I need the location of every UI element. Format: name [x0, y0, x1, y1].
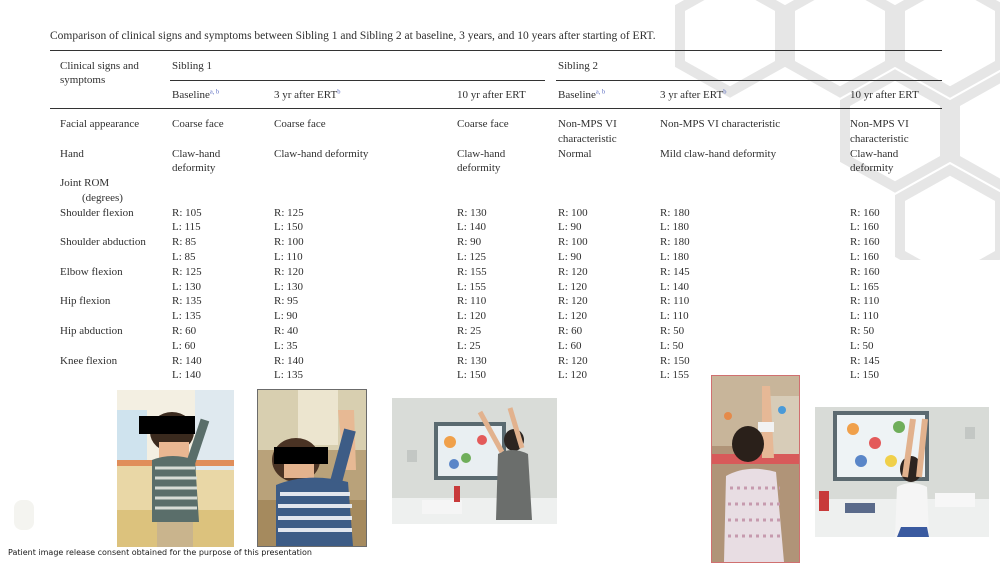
- table-cell: Non-MPS VI: [558, 118, 617, 130]
- table-cell: R: 60: [172, 324, 197, 337]
- table-cell: R: 110: [850, 295, 880, 308]
- table-cell: L: 115: [172, 221, 201, 234]
- column-header: [457, 88, 526, 103]
- table-cell: L: 85: [172, 250, 196, 263]
- header-sibling1: Sibling 1: [172, 60, 213, 72]
- table-cell: L: 135: [274, 369, 304, 382]
- table-cell: L: 120: [558, 369, 588, 382]
- table-cell: R: 130: [457, 206, 487, 219]
- header-bottom-rule: [50, 108, 942, 109]
- table-cell: R: 100: [558, 236, 588, 249]
- table-cell: L: 60: [172, 339, 196, 352]
- table-cell: L: 150: [850, 369, 880, 382]
- table-cell: R: 105: [172, 206, 202, 219]
- table-cell: L: 155: [457, 280, 487, 293]
- header-sibling2: Sibling 2: [558, 60, 599, 72]
- table-cell: characteristic: [558, 132, 617, 145]
- column-header-label: 10 yr after ERT: [850, 89, 919, 101]
- table-cell: Mild claw-hand deformity: [660, 147, 777, 160]
- table-cell: R: 160: [850, 206, 880, 219]
- table-cell: L: 165: [850, 280, 880, 293]
- table-cell: L: 25: [457, 339, 481, 352]
- table-cell: R: 135: [172, 295, 202, 308]
- table-cell: R: 95: [274, 295, 299, 308]
- column-header: [274, 88, 340, 103]
- consent-note: Patient image release consent obtained for the purpose of this presentation: [8, 548, 312, 557]
- patient-photo-sibling1-b: [258, 390, 366, 546]
- table-cell: Coarse face: [274, 118, 326, 130]
- table-cell: deformity: [457, 162, 501, 175]
- table-cell: L: 150: [457, 369, 487, 382]
- table-cell: L: 90: [274, 310, 298, 323]
- patient-photo-sibling2-b: [815, 407, 989, 537]
- row-label-joint-rom: Joint ROM: [60, 177, 110, 189]
- table-cell: L: 160: [850, 250, 880, 263]
- table-cell: Claw-hand: [850, 147, 899, 160]
- table-cell: R: 150: [660, 354, 690, 367]
- table-cell: R: 90: [457, 236, 482, 249]
- table-cell: L: 35: [274, 339, 298, 352]
- table-cell: L: 50: [660, 339, 684, 352]
- image-artifact: [14, 500, 34, 530]
- table-cell: Coarse face: [457, 118, 509, 130]
- header-signs-label-2: symptoms: [60, 74, 106, 86]
- table-cell: L: 140: [172, 369, 202, 382]
- table-cell: R: 125: [172, 265, 202, 278]
- table-cell: Claw-hand: [172, 147, 221, 160]
- table-cell: L: 150: [274, 221, 304, 234]
- footnote-marker: a, b: [209, 88, 220, 96]
- table-cell: R: 85: [172, 236, 197, 249]
- column-header: [172, 88, 219, 103]
- row-label-joint-rom-unit: (degrees): [82, 191, 123, 204]
- row-label-joint: Hip abduction: [60, 324, 123, 337]
- table-cell: L: 50: [850, 339, 874, 352]
- footnote-marker: a, b: [595, 88, 606, 96]
- table-cell: R: 40: [274, 324, 299, 337]
- row-label-joint: Hip flexion: [60, 295, 111, 308]
- table-cell: L: 155: [660, 369, 690, 382]
- table-cell: L: 160: [850, 221, 880, 234]
- table-cell: L: 125: [457, 250, 487, 263]
- table-cell: R: 145: [850, 354, 880, 367]
- table-cell: L: 110: [660, 310, 689, 323]
- table-cell: R: 120: [558, 354, 588, 367]
- table-cell: characteristic: [850, 132, 909, 145]
- row-label-joint: Elbow flexion: [60, 265, 123, 278]
- table-cell: L: 90: [558, 250, 582, 263]
- table-cell: R: 120: [558, 265, 588, 278]
- table-cell: deformity: [850, 162, 894, 175]
- table-cell: Non-MPS VI characteristic: [660, 118, 781, 130]
- sibling1-header-rule: [170, 80, 545, 81]
- row-label-hand: Hand: [60, 147, 84, 160]
- face-redaction-bar: [274, 447, 328, 464]
- table-cell: R: 120: [558, 295, 588, 308]
- patient-photo-sibling1-a: [117, 390, 234, 547]
- patient-photo-sibling2-a: [712, 376, 799, 562]
- row-label-joint: Shoulder abduction: [60, 236, 146, 249]
- table-cell: R: 25: [457, 324, 482, 337]
- table-cell: Non-MPS VI: [850, 118, 909, 130]
- sibling2-header-rule: [556, 80, 942, 81]
- patient-photo-sibling1-c: [392, 398, 557, 524]
- table-cell: R: 180: [660, 206, 690, 219]
- table-cell: L: 180: [660, 250, 690, 263]
- column-header-label: 3 yr after ERT: [274, 89, 338, 101]
- table-cell: L: 180: [660, 221, 690, 234]
- table-cell: R: 155: [457, 265, 487, 278]
- table-cell: R: 140: [172, 354, 202, 367]
- table-cell: R: 160: [850, 265, 880, 278]
- table-cell: R: 130: [457, 354, 487, 367]
- table-cell: deformity: [172, 162, 216, 175]
- table-cell: Claw-hand deformity: [274, 147, 369, 160]
- row-label-joint: Knee flexion: [60, 354, 118, 367]
- table-cell: R: 145: [660, 265, 690, 278]
- table-cell: R: 120: [274, 265, 304, 278]
- table-cell: R: 50: [660, 324, 685, 337]
- column-header-label: 10 yr after ERT: [457, 89, 526, 101]
- table-cell: Claw-hand: [457, 147, 506, 160]
- row-label-facial-appearance: Facial appearance: [60, 118, 140, 130]
- table-cell: L: 135: [172, 310, 202, 323]
- table-caption: Comparison of clinical signs and symptoms between Sibling 1 and Sibling 2 at baseline, 3 years, and 10 years after starting of ERT.: [50, 30, 656, 42]
- table-cell: L: 90: [558, 221, 582, 234]
- table-cell: R: 160: [850, 236, 880, 249]
- table-cell: L: 110: [274, 250, 303, 263]
- table-cell: R: 100: [274, 236, 304, 249]
- table-cell: R: 110: [457, 295, 487, 308]
- column-header: [558, 88, 605, 103]
- table-cell: L: 120: [558, 310, 588, 323]
- footnote-marker: b: [723, 88, 727, 96]
- table-cell: R: 60: [558, 324, 583, 337]
- table-cell: R: 140: [274, 354, 304, 367]
- table-cell: L: 130: [274, 280, 304, 293]
- footnote-marker: b: [337, 88, 341, 96]
- table-cell: R: 50: [850, 324, 875, 337]
- table-cell: R: 180: [660, 236, 690, 249]
- table-cell: L: 140: [457, 221, 487, 234]
- table-cell: R: 110: [660, 295, 690, 308]
- column-header-label: Baseline: [558, 89, 596, 101]
- table-cell: L: 110: [850, 310, 879, 323]
- column-header-label: 3 yr after ERT: [660, 89, 724, 101]
- table-top-rule: [50, 50, 942, 51]
- table-cell: R: 125: [274, 206, 304, 219]
- table-cell: Coarse face: [172, 118, 224, 130]
- row-label-joint: Shoulder flexion: [60, 206, 134, 219]
- table-cell: R: 100: [558, 206, 588, 219]
- table-cell: L: 120: [558, 280, 588, 293]
- column-header: [850, 88, 919, 103]
- table-cell: L: 140: [660, 280, 690, 293]
- face-redaction-bar: [139, 416, 195, 434]
- header-signs-label-1: Clinical signs and: [60, 60, 139, 72]
- table-cell: L: 130: [172, 280, 202, 293]
- column-header-label: Baseline: [172, 89, 210, 101]
- table-cell: Normal: [558, 147, 592, 160]
- column-header: [660, 88, 726, 103]
- table-cell: L: 120: [457, 310, 487, 323]
- table-cell: L: 60: [558, 339, 582, 352]
